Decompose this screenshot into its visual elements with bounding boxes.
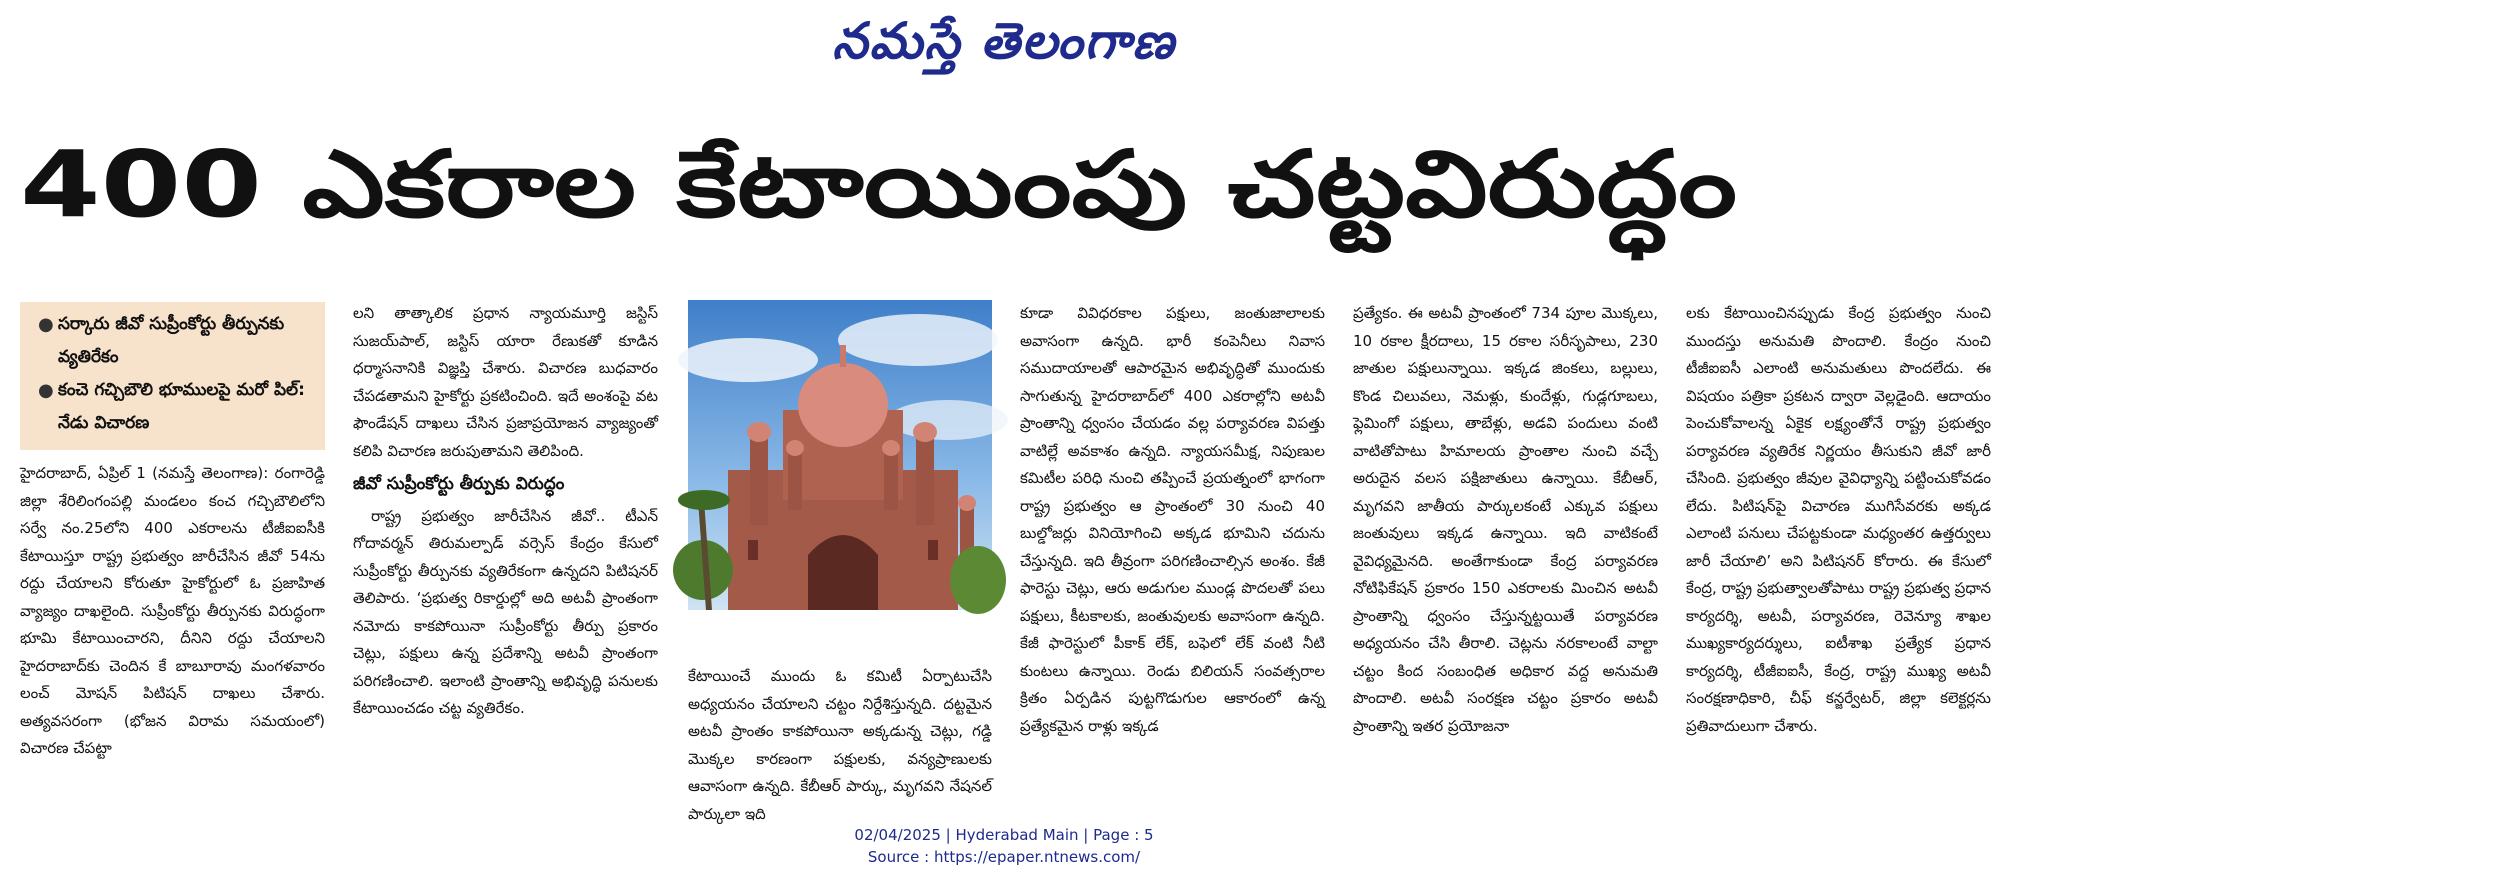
article-paragraph: కేటాయించే ముందు ఓ కమిటీ ఏర్పాటుచేసి అధ్యయనం చేయాలని చట్టం నిర్దేశిస్తున్నది. దట్టమైన అటవీ ప్రాంతం కాకపోయినా అక్కడున్న చెట్లు, గడ్డి మొక్కల కారణంగా పక్షులకు, వన్యప్రాణులకు ఆవాసంగా ఉన్నది. కేబీఆర్‌ పార్కు, మృగవని నేషనల్‌ పార్కులా ఇది bbox=[688, 667, 992, 823]
masthead-logo: నమస్తే తెలంగాణ bbox=[832, 11, 1176, 70]
article-column-5 bbox=[1353, 300, 1658, 800]
subheading: జీవో సుప్రీంకోర్టు తీర్పుకు విరుద్ధం bbox=[353, 474, 565, 494]
article-paragraph: రాష్ట్ర ప్రభుత్వం జారీచేసిన జీవో.. టీఎన్‌ గోదావర్మన్‌ తిరుమల్పాడ్‌ వర్సెస్‌ కేంద్రం కేసులో సుప్రీంకోర్టు తీర్పునకు వ్యతిరేకంగా ఉన్నదని పిటిషనర్‌ తెలిపారు. ‘ప్రభుత్వ రికార్డుల్లో అది అటవీ ప్రాంతంగా నమోదు కాకపోయినా సుప్రీంకోర్టు తీర్పు ప్రకారం చెట్లు, పక్షులు ఉన్న ప్రదేశాన్ని అటవీ ప్రాంతంగా పరిగణించాలి. ఇలాంటి ప్రాంతాన్ని అభివృద్ధి పనులకు కేటాయించడం చట్ట వ్యతిరేకం. bbox=[353, 506, 658, 717]
highlight-item bbox=[36, 374, 315, 440]
bullet-icon: ● bbox=[38, 380, 54, 401]
article-paragraph: హైదరాబాద్‌, ఏప్రిల్‌ 1 (నమస్తే తెలంగాణ): రంగారెడ్డి జిల్లా శేరిలింగంపల్లి మండలం కంచ గచ్చిబౌలిలోని సర్వే నం.25లోని 400 ఎకరాలను టీజీఐఐసీకి కేటాయిస్తూ రాష్ట్ర ప్రభుత్వం జారీచేసిన జీవో 54ను రద్దు చేయాలని కోరుతూ హైకోర్టులో ఓ ప్రజాహిత వ్యాజ్యం దాఖలైంది. సుప్రీంకోర్టు తీర్పునకు విరుద్ధంగా భూమి కేటాయించారని, దీనిని రద్దు చేయాలని హైదరాబాద్‌కు చెందిన కే బాబూరావు మంగళవారం లంచ్‌ మోషన్‌ పిటిషన్‌ దాఖలు చేశారు. అత్యవసరంగా (భోజన విరామ సమయంలో) విచారణ చేపట్టా bbox=[20, 464, 325, 757]
article-column-3 bbox=[688, 663, 992, 823]
highlight-text: సర్కారు జీవో సుప్రీంకోర్టు తీర్పునకు వ్యతిరేకం bbox=[58, 314, 285, 367]
highlight-text: కంచె గచ్చిబౌలి భూములపై మరో పిల్‌: నేడు విచారణ bbox=[58, 380, 305, 433]
article-paragraph: కూడా వివిధరకాల పక్షులు, జంతుజాలాలకు అవాసంగా ఉన్నది. భారీ కంపెనీలు నివాస సముదాయాలతో ఆపారమైన అభివృద్ధితో ముందుకు సాగుతున్న హైదరాబాద్‌లో 400 ఎకరాల్లోని అటవీ ప్రాంతాన్ని ధ్వంసం చేయడం వల్ల పర్యావరణ విపత్తు వాటిల్లే అవకాశం ఉన్నది. న్యాయసమీక్ష, నిపుణుల కమిటీల పరిధి నుంచి తప్పించే ప్రయత్నంలో భాగంగా రాష్ట్ర ప్రభుత్వం ఆ ప్రాంతంలో 30 నుంచి 40 బుల్డోజర్లు వినియోగించి అక్కడ భూమిని చదును చేస్తున్నది. ఇది తీవ్రంగా పరిగణించాల్సిన అంశం. కేజీ ఫారెస్టు చెట్లు, ఆరు అడుగుల ముండ్ల పొదలతో పలు పక్షులు, కీటకాలకు, జంతువులకు అవాసంగా ఉన్నది. కేజీ ఫారెస్టులో పీకాక్‌ లేక్‌, బఫెలో లేక్‌ వంటి నీటి కుంటలు ఉన్నాయి. రెండు బిలియన్‌ సంవత్సరాల క్రితం ఏర్పడిన పుట్టగొడుగుల ఆకారంలో ఉన్న ప్రత్యేకమైన రాళ్లు ఇక్కడ bbox=[1020, 304, 1325, 735]
dome-building-photo-icon bbox=[688, 300, 992, 610]
article-column-1 bbox=[20, 460, 325, 800]
article-paragraph: లకు కేటాయించినప్పుడు కేంద్ర ప్రభుత్వం నుంచి ముందస్తు అనుమతి పొందాలి. కేంద్రం నుంచి టీజీఐఐసీ ఎలాంటి అనుమతులు పొందలేదు. ఈ విషయం పత్రికా ప్రకటన ద్వారా వెల్లడైంది. ఆదాయం పెంచుకోవాలన్న ఏకైక లక్ష్యంతోనే రాష్ట్ర ప్రభుత్వం పర్యావరణ వ్యతిరేక నిర్ణయం తీసుకుని జీవో జారీ చేసింది. ప్రభుత్వం జీవుల వైవిధ్యాన్ని పట్టించుకోవడం లేదు. పిటిషన్‌పై విచారణ ముగిసేవరకు అక్కడ ఎలాంటి పనులు చేపట్టకుండా మధ్యంతర ఉత్తర్వులు జారీ చేయాలి’ అని పిటిషనర్‌ కోరారు. ఈ కేసులో కేంద్ర, రాష్ట్ర ప్రభుత్వాలతోపాటు రాష్ట్ర ప్రభుత్వ ప్రధాన కార్యదర్శి, అటవీ, పర్యావరణ, రెవెన్యూ శాఖల ముఖ్యకార్యదర్శులు, ఐటీశాఖ ప్రత్యేక ప్రధాన కార్యదర్శి, టీజీఐఐసీ, కేంద్ర, రాష్ట్ర ముఖ్య అటవీ సంరక్షణాధికారి, చీఫ్‌ కన్జర్వేటర్‌, జిల్లా కలెక్టర్లను ప్రతివాదులుగా చేశారు. bbox=[1686, 304, 1991, 735]
high-court-photo bbox=[688, 300, 992, 610]
article-paragraph: ప్రత్యేకం. ఈ అటవీ ప్రాంతంలో 734 పూల మొక్కలు, 10 రకాల క్షీరదాలు, 15 రకాల సరీసృపాలు, 230 జాతుల పక్షులున్నాయి. ఇక్కడ జింకలు, బల్లులు, కొండ చిలువలు, నెమళ్లు, కుందేళ్లు, గుడ్లగూబలు, ఫ్లెమింగో పక్షులు, తాబేళ్లు, అడవి పందులు వంటి వాటితోపాటు హిమాలయ ప్రాంతాల నుంచి వచ్చే అరుదైన వలస పక్షిజాతులు ఉన్నాయి. కేబీఆర్‌, మృగవని జాతీయ పార్కులకంటే ఎక్కువ పక్షులు జంతువులు ఇక్కడ ఉన్నాయి. ఇది వాటికంటే వైవిధ్యమైనది. అంతేగాకుండా కేంద్ర పర్యావరణ నోటిఫికేషన్‌ ప్రకారం 150 ఎకరాలకు మించిన అటవీ ప్రాంతాన్ని ధ్వంసం చేస్తున్నట్టయితే పర్యావరణ అధ్యయనం చేసి తీరాలి. చెట్లను నరకాలంటే వాల్టా చట్టం కింద సంబంధిత అధికార వద్ద అనుమతి పొందాలి. అటవీ సంరక్షణ చట్టం ప్రకారం అటవీ ప్రాంతాన్ని ఇతర ప్రయోజనా bbox=[1353, 304, 1658, 735]
article-column-4 bbox=[1020, 300, 1325, 800]
article-column-2 bbox=[353, 300, 658, 800]
highlight-item bbox=[36, 308, 315, 374]
highlights-box bbox=[20, 302, 325, 450]
article-paragraph: లని తాత్కాలిక ప్రధాన న్యాయమూర్తి జస్టిస్‌ సుజయ్‌పాల్‌, జస్టిస్‌ యారా రేణుకతో కూడిన ధర్మాసనానికి విజ్ఞప్తి చేశారు. విచారణ బుధవారం చేపడతామని హైకోర్టు ప్రకటించింది. ఇదే అంశంపై వట ఫౌండేషన్‌ దాఖలు చేసిన ప్రజాప్రయోజన వ్యాజ్యంతో కలిపి విచారణ జరుపుతామని తెలిపింది. bbox=[353, 304, 658, 460]
article-column-6 bbox=[1686, 300, 1991, 800]
bullet-icon: ● bbox=[38, 314, 54, 335]
footer-source: Source : https://epaper.ntnews.com/ bbox=[867, 848, 1141, 866]
footer-date-edition: 02/04/2025 | Hyderabad Main | Page : 5 bbox=[854, 826, 1154, 844]
headline: 400 ఎకరాల కేటాయింపు చట్టవిరుద్ధం bbox=[20, 131, 1738, 238]
